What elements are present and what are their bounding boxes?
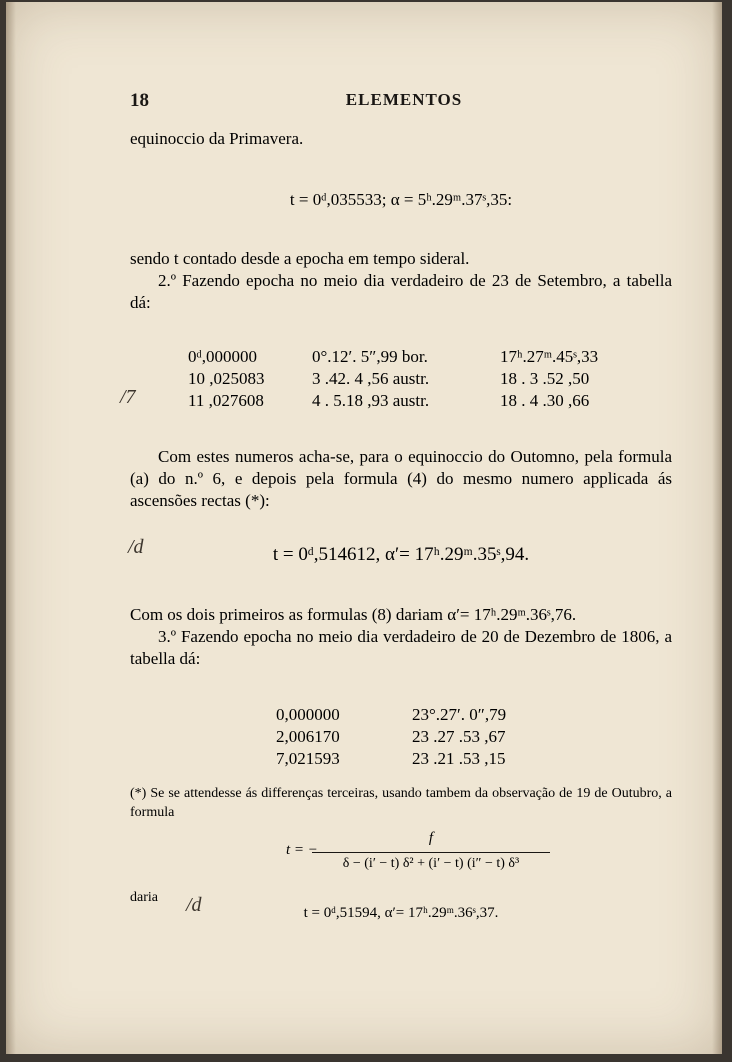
table-cell-declination: 23°.27′. 0″,79 xyxy=(412,705,507,724)
table-cell-days: 0ᵈ,000000 xyxy=(188,347,258,366)
handwritten-margin-note: /d xyxy=(128,536,144,558)
table-cell-days: 7,021593 xyxy=(276,749,340,768)
table-setembro xyxy=(188,346,628,412)
footnote-daria: daria xyxy=(130,890,158,905)
footnote-fraction xyxy=(312,830,550,876)
footnote-formula-lhs: t = − xyxy=(286,842,318,858)
table-cell-ascension: 18 . 4 .30 ,66 xyxy=(500,391,590,410)
formula-t-alpha: t = 0ᵈ,035533; α = 5ʰ.29ᵐ.37ˢ,35: xyxy=(289,190,513,209)
table-cell-days: 10 ,025083 xyxy=(188,369,265,388)
table-cell-ascension: 17ʰ.27ᵐ.45ˢ,33 xyxy=(500,347,599,366)
table-row xyxy=(188,390,628,412)
right-page-edge xyxy=(712,2,722,1054)
running-head: ELEMENTOS xyxy=(345,90,463,109)
table-cell-declination: 0°.12′. 5″,99 bor. xyxy=(312,347,428,366)
fraction-numerator: f xyxy=(428,830,434,846)
fraction-denominator: δ − (i′ − t) δ² + (i′ − t) (i″ − t) δ³ xyxy=(342,856,520,871)
footnote-text: (*) Se se attendesse ás differenças terceiras, usando tambem da observação de 19 de Outubro, a formula xyxy=(130,786,672,820)
table-cell-days: 11 ,027608 xyxy=(188,391,264,410)
book-page xyxy=(6,2,722,1054)
table-cell-declination: 3 .42. 4 ,56 austr. xyxy=(312,369,430,388)
paragraph-setembro: 2.º Fazendo epocha no meio dia verdadeiro de 23 de Setembro, a tabella dá: xyxy=(130,271,672,312)
footnote-result: t = 0ᵈ,51594, α′= 17ʰ.29ᵐ.36ˢ,37. xyxy=(303,905,499,921)
paragraph-dariam: Com os dois primeiros as formulas (8) dariam α′= 17ʰ.29ᵐ.36ˢ,76. xyxy=(130,605,577,624)
paragraph-primavera: equinoccio da Primavera. xyxy=(130,129,304,148)
table-cell-declination: 23 .21 .53 ,15 xyxy=(412,749,506,768)
table-cell-declination: 4 . 5.18 ,93 austr. xyxy=(312,391,430,410)
table-cell-days: 0,000000 xyxy=(276,705,340,724)
table-row xyxy=(188,368,628,390)
paragraph-dezembro: 3.º Fazendo epocha no meio dia verdadeiro de 20 de Dezembro de 1806, a tabella dá: xyxy=(130,627,672,668)
fraction-bar xyxy=(312,852,550,853)
table-dezembro xyxy=(276,704,556,770)
table-row xyxy=(188,346,628,368)
handwritten-margin-note: /7 xyxy=(120,386,136,408)
table-row xyxy=(276,726,556,748)
formula-outomno: t = 0ᵈ,514612, α′= 17ʰ.29ᵐ.35ˢ,94. xyxy=(272,544,530,565)
paragraph-outomno: Com estes numeros acha-se, para o equinoccio do Outomno, pela formula (a) do n.º 6, e depois pela formula (4) do mesmo numero applicada ás ascensões rectas (*): xyxy=(130,447,672,510)
page-number: 18 xyxy=(130,90,149,111)
table-row xyxy=(276,748,556,770)
page-header xyxy=(130,90,678,116)
table-cell-days: 2,006170 xyxy=(276,727,340,746)
table-row xyxy=(276,704,556,726)
paragraph-sideral: sendo t contado desde a epocha em tempo sideral. xyxy=(130,249,470,268)
table-cell-declination: 23 .27 .53 ,67 xyxy=(412,727,506,746)
handwritten-margin-note: /d xyxy=(186,894,202,916)
table-cell-ascension: 18 . 3 .52 ,50 xyxy=(500,369,590,388)
left-page-edge xyxy=(6,2,16,1054)
